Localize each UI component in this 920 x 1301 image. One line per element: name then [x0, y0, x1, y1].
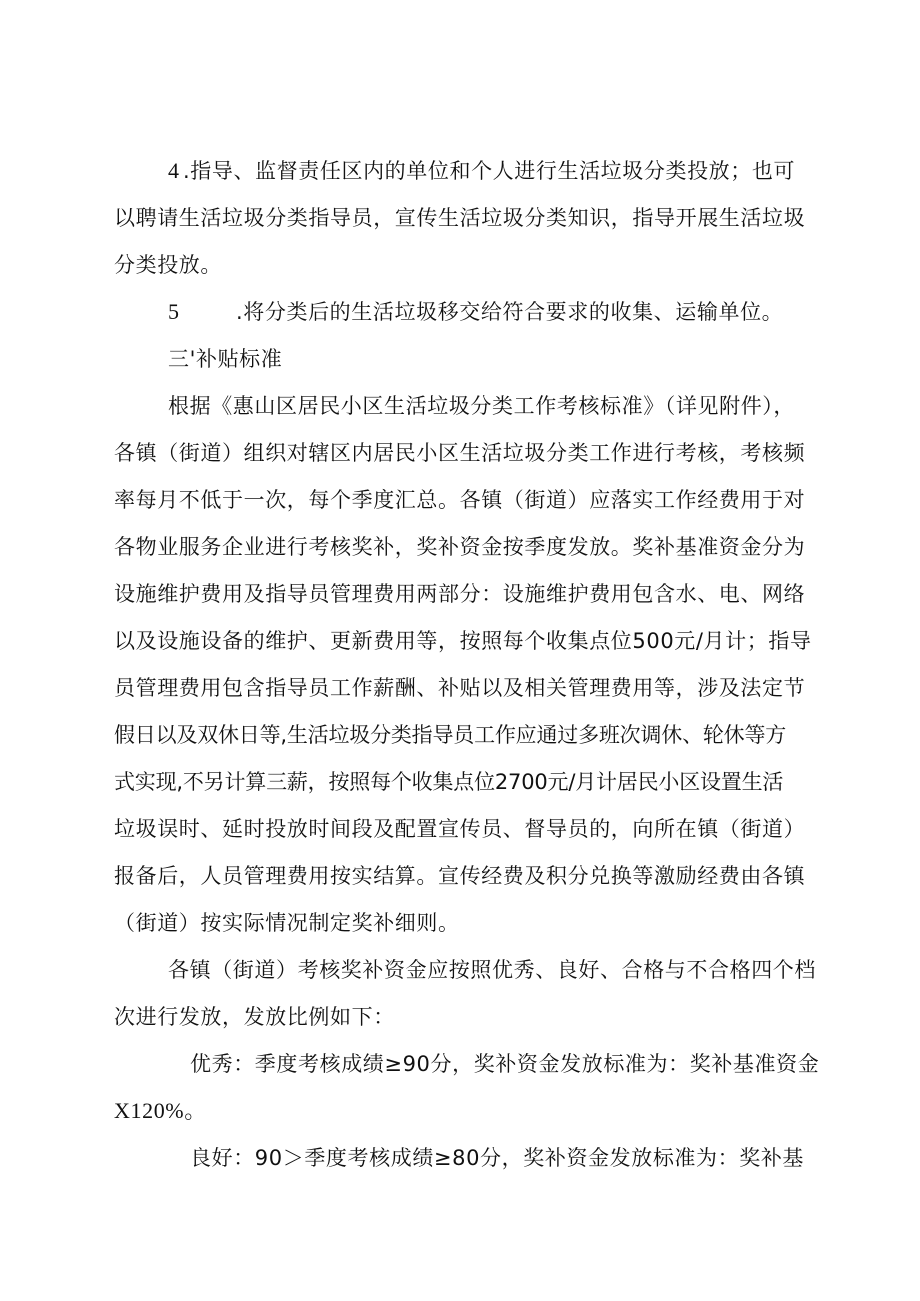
item-4-line-3: 分类投放。	[114, 253, 222, 277]
paragraph-1-line: 各镇（街道）组织对辖区内居民小区生活垃圾分类工作进行考核，考核频	[114, 441, 806, 465]
item-4-number: 4	[168, 158, 180, 183]
paragraph-1-line: 报备后，人员管理费用按实结算。宣传经费及积分兑换等激励经费由各镇	[114, 864, 806, 888]
item-4-line-1: .指导、监督责任区内的单位和个人进行生活垃圾分类投放；也可	[183, 159, 796, 183]
paragraph-1-line: 假日以及双休日等,生活垃圾分类指导员工作应通过多班次调休、轮休等方	[114, 723, 787, 747]
paragraph-1-line: （街道）按实际情况制定奖补细则。	[114, 911, 460, 935]
paragraph-2-line: 各镇（街道）考核奖补资金应按照优秀、良好、合格与不合格四个档	[168, 958, 816, 982]
paragraph-1-line: 式实现,不另计算三薪，按照每个收集点位2700元/月计居民小区设置生活	[114, 770, 784, 794]
paragraph-1-line: 根据《惠山区居民小区生活垃圾分类工作考核标准》（详见附件），	[168, 394, 795, 418]
section-heading: 三'补贴标准	[168, 347, 283, 371]
item-4-line-2: 以聘请生活垃圾分类指导员，宣传生活垃圾分类知识，指导开展生活垃圾	[114, 206, 806, 230]
paragraph-1-line: 以及设施设备的维护、更新费用等，按照每个收集点位500元/月计；指导	[114, 629, 812, 653]
item-5-number: 5	[168, 299, 180, 324]
paragraph-1-line: 垃圾误时、延时投放时间段及配置宣传员、督导员的，向所在镇（街道）	[114, 817, 806, 841]
grade-excellent-line: X120%。	[114, 1098, 207, 1123]
paragraph-2-line: 次进行发放，发放比例如下：	[114, 1005, 395, 1029]
grade-excellent-line: 优秀：季度考核成绩≥90分，奖补资金发放标准为：奖补基准资金	[190, 1052, 820, 1076]
grade-good-line: 良好：90＞季度考核成绩≥80分，奖补资金发放标准为：奖补基	[190, 1146, 805, 1170]
paragraph-1-line: 率每月不低于一次，每个季度汇总。各镇（街道）应落实工作经费用于对	[114, 488, 806, 512]
paragraph-1-line: 设施维护费用及指导员管理费用两部分：设施维护费用包含水、电、网络	[114, 582, 806, 606]
paragraph-1-line: 各物业服务企业进行考核奖补，奖补资金按季度发放。奖补基准资金分为	[114, 535, 806, 559]
paragraph-1-line: 员管理费用包含指导员工作薪酬、补贴以及相关管理费用等，涉及法定节	[114, 676, 806, 700]
item-5-text: .将分类后的生活垃圾移交给符合要求的收集、运输单位。	[236, 300, 784, 324]
